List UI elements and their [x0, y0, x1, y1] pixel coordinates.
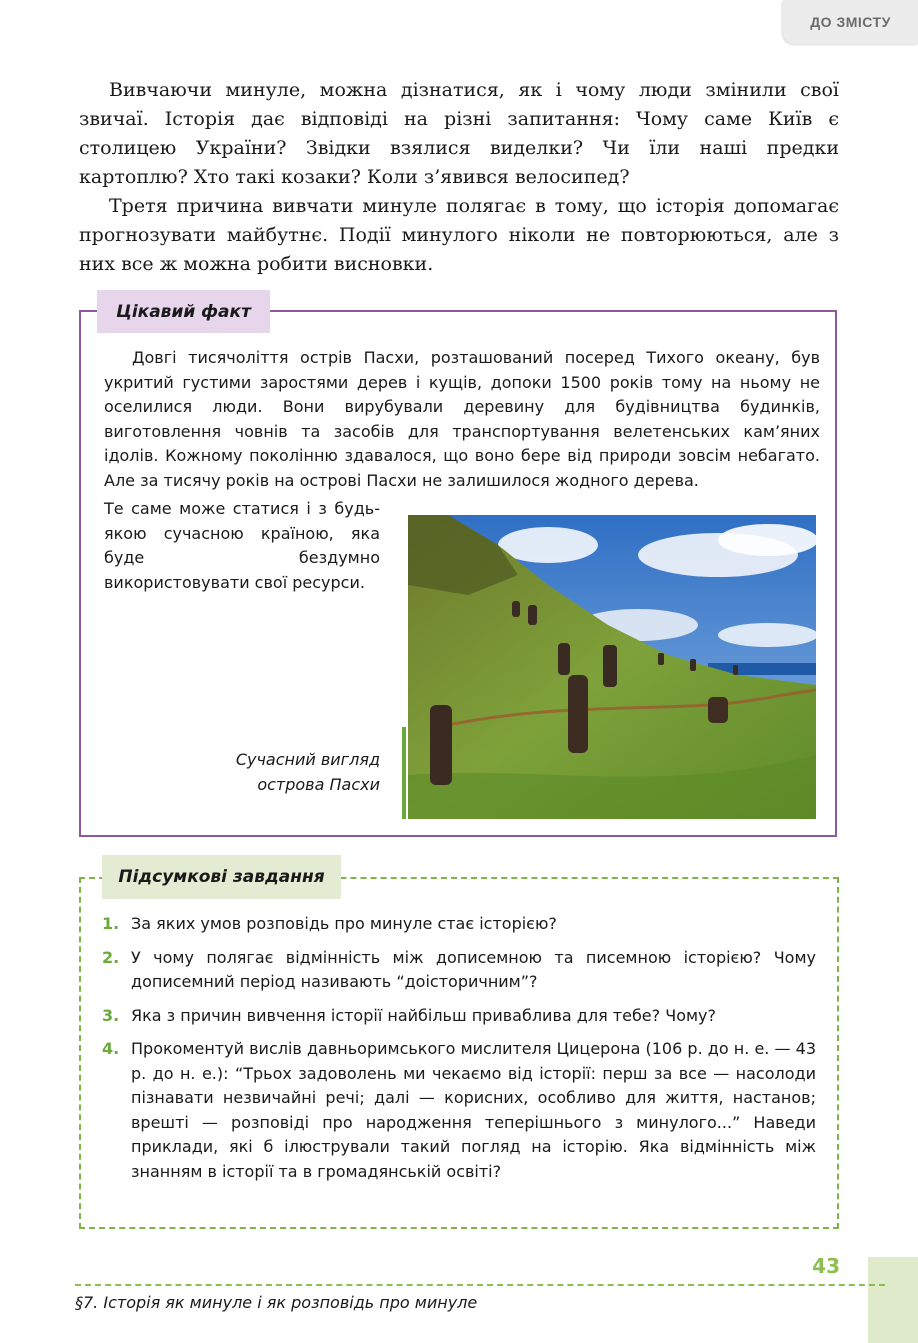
tasks-label: Підсумкові завдання: [102, 855, 341, 899]
task-number: 2.: [102, 947, 120, 967]
caption-line-1: Сучасний вигляд: [235, 750, 380, 769]
task-text: Яка з причин вивчення історії найбільш приваблива для тебе? Чому?: [131, 1005, 717, 1025]
task-item: [102, 1037, 816, 1184]
task-text: За яких умов розповідь про минуле стає історією?: [131, 914, 557, 933]
task-number: 4.: [102, 1039, 120, 1058]
task-item: [102, 912, 816, 937]
toc-link-button[interactable]: ДО ЗМІСТУ: [783, 0, 918, 44]
easter-island-photo: [408, 515, 816, 819]
photo-caption: [160, 748, 380, 797]
task-text: Прокоментуй вислів давньоримського мислителя Цицерона (106 р. до н. е. — 43 р. до н. е.): “Трьох задоволень ми чекаємо від історії: перш за все — насолоди пізнавати незвичайні речі; далі — корисних, особливо для життя, настанов; врешті — розповіді про народження теперішнього з минулого...” Наведи приклади, які б ілюстрували такий погляд на історію. Яка відмінність між знанням в історії та в громадянській освіті?: [131, 1039, 816, 1181]
page-number: 43: [812, 1254, 840, 1278]
fact-paragraph: Довгі тисячоліття острів Пасхи, розташований посеред Тихого океану, був укритий густими заростями дерев і кущів, допоки 1500 років тому на ньому не оселилися люди. Вони вирубували деревину для будівництва будинків, виготовлення човнів та засобів для транспортування велетенських кам’яних ідолів. Кожному поколінню здавалося, що воно бере від природи зовсім небагато. Але за тисячу років на острові Пасхи не залишилося жодного дерева.: [104, 348, 820, 490]
task-text: У чому полягає відмінність між дописемною та писемною історією? Чому дописемний період називають “доісторичним”?: [131, 947, 816, 991]
fact-text-main: [104, 346, 820, 493]
caption-line-2: острова Пасхи: [257, 774, 380, 794]
intro-paragraph-2: Третя причина вивчати минуле полягає в тому, що історія допомагає прогнозувати майбутнє. Події минулого ніколи не повторюються, але з них все ж можна робити висновки.: [79, 195, 839, 275]
intro-paragraph-1: Вивчаючи минуле, можна дізнатися, як і чому люди змінили свої звичаї. Історія дає відповіді на різні запитання: Чому саме Київ є столицею України? Звідки взялися виделки? Чи їли наші предки картоплю? Хто такі козаки? Коли з’явився велосипед?: [79, 79, 839, 188]
fact-text-side: Те саме може статися і з будь-якою сучасною країною, яка буде бездумно використовувати свої ресурси.: [104, 499, 380, 592]
tasks-list: [102, 912, 816, 1193]
page-side-tab: [868, 1257, 918, 1343]
task-number: 3.: [102, 1005, 120, 1025]
section-title: §7. Історія як минуле і як розповідь про минуле: [75, 1293, 478, 1312]
intro-text: [79, 76, 839, 279]
photo-accent-bar: [402, 727, 406, 819]
fact-label: Цікавий факт: [97, 290, 270, 333]
task-number: 1.: [102, 914, 120, 933]
footer-divider: [75, 1284, 885, 1286]
task-item: [102, 946, 816, 995]
task-item: [102, 1004, 816, 1029]
